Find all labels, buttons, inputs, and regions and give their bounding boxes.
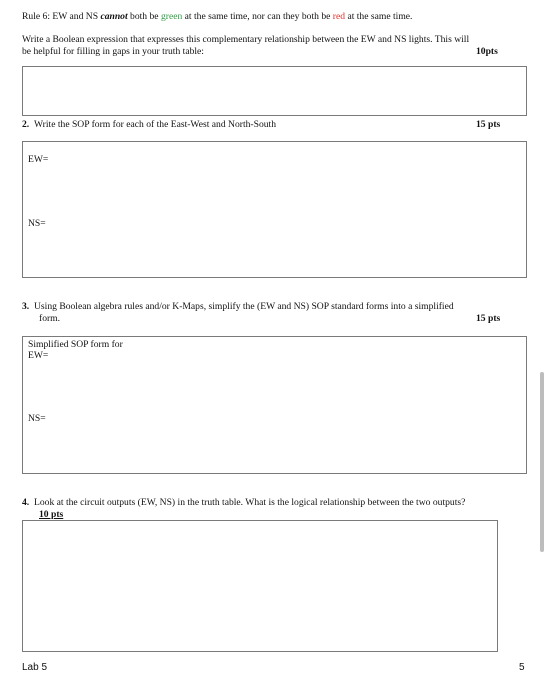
q2-ew-label: EW=: [28, 154, 49, 165]
q2-number: 2.: [22, 119, 30, 130]
q3-box-title: Simplified SOP form for: [28, 339, 123, 350]
q2-text: Write the SOP form for each of the East-West and North-South: [34, 119, 276, 130]
rule-6-mid1: both be: [127, 11, 161, 22]
q2-points: 15 pts: [476, 119, 501, 130]
q4-heading: [22, 496, 465, 509]
q3-number: 3.: [22, 301, 30, 312]
rule-6-text: [22, 10, 412, 23]
q4-text: Look at the circuit outputs (EW, NS) in the truth table. What is the logical relationship between the two outputs?: [34, 497, 466, 508]
rule-6-cannot: cannot: [100, 11, 128, 22]
q3-heading-line1: [22, 300, 454, 313]
q3-ns-label: NS=: [28, 413, 46, 424]
q3-points: 15 pts: [476, 313, 501, 324]
q1-points: 10pts: [476, 46, 498, 57]
q2-heading: [22, 118, 276, 131]
rule-6-red: red: [332, 11, 346, 22]
q3-ew-label: EW=: [28, 350, 49, 361]
q3-line2: form.: [39, 313, 61, 324]
footer-lab-label: Lab 5: [22, 662, 48, 673]
q3-answer-box[interactable]: [22, 336, 527, 474]
rule-6-suffix: at the same time.: [345, 11, 413, 22]
q4-number: 4.: [22, 497, 30, 508]
page-number: 5: [519, 662, 525, 673]
q1-line2: be helpful for filling in gaps in your truth table:: [22, 46, 204, 57]
vertical-scrollbar-thumb[interactable]: [540, 372, 544, 552]
q1-line1: Write a Boolean expression that expresses this complementary relationship between the EW and NS lights. This will: [22, 34, 470, 45]
q2-answer-box[interactable]: [22, 141, 527, 278]
q4-points: 10 pts: [39, 509, 64, 520]
q2-ns-label: NS=: [28, 218, 46, 229]
q4-answer-box[interactable]: [22, 520, 498, 652]
rule-6-green: green: [160, 11, 183, 22]
rule-6-prefix: Rule 6: EW and NS: [22, 11, 101, 22]
q3-line1: Using Boolean algebra rules and/or K-Maps, simplify the (EW and NS) SOP standard forms into a simplified: [34, 301, 454, 312]
rule-6-mid2: at the same time, nor can they both be: [182, 11, 333, 22]
q1-answer-box[interactable]: [22, 66, 527, 116]
